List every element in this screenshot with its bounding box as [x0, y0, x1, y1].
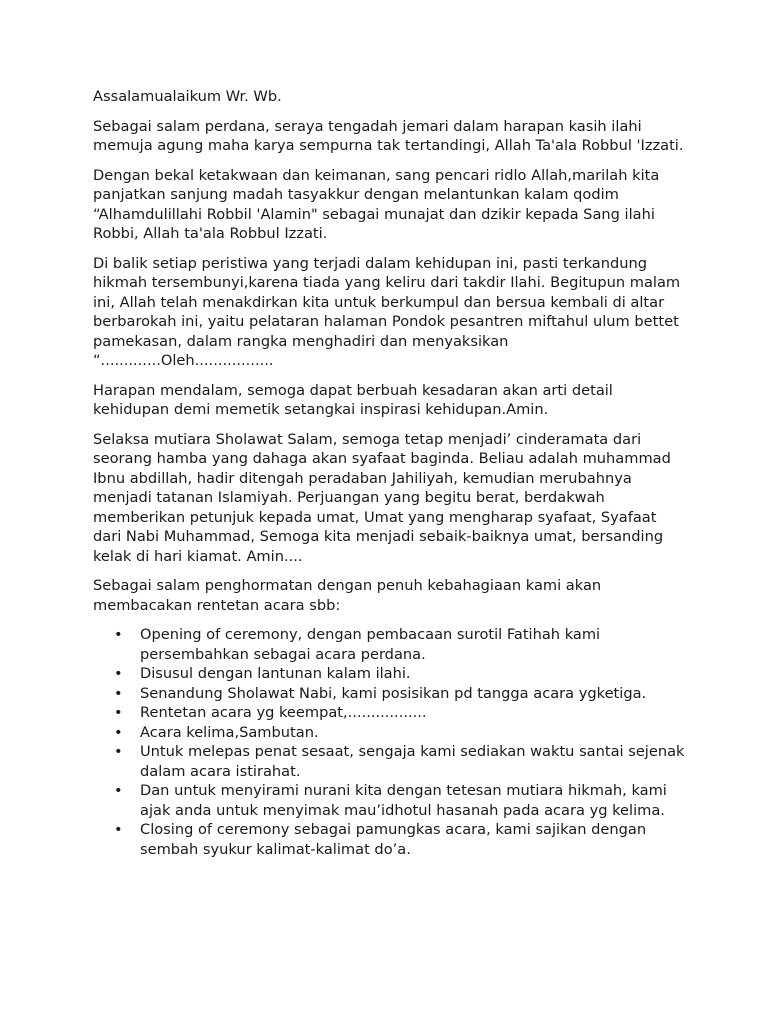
- list-item-text: Closing of ceremony sebagai pamungkas acara, kami sajikan dengan sembah syukur kalimat-kalimat do’a.: [140, 821, 647, 858]
- bullet-icon: •: [114, 723, 123, 741]
- list-item-text: Disusul dengan lantunan kalam ilahi.: [140, 665, 411, 682]
- bullet-icon: •: [114, 704, 123, 721]
- list-item-text: Opening of ceremony, dengan pembacaan surotil Fatihah kami persembahkan sebagai acara perdana.: [140, 626, 601, 663]
- list-item: [93, 742, 689, 781]
- bullet-icon: •: [114, 743, 123, 760]
- list-item-text: Acara kelima,Sambutan.: [140, 723, 319, 741]
- paragraph-sholawat: Selaksa mutiara Sholawat Salam, semoga tetap menjadi’ cinderamata dari seorang hamba yang dahaga akan syafaat baginda. Beliau adalah muhammad Ibnu abdillah, hadir ditengah peradaban Jahiliyah, kemudian merubahnya menjadi tatanan Islamiyah. Perjuangan yang begitu berat, berdakwah memberikan petunjuk kepada umat, Umat yang mengharap syafaat, Syafaat dari Nabi Muhammad, Semoga kita menjadi sebaik-baiknya umat, bersanding kelak di hari kiamat. Amin....: [93, 430, 671, 565]
- paragraph-gratitude: Dengan bekal ketakwaan dan keimanan, sang pencari ridlo Allah,marilah kita panjatkan sanjung madah tasyakkur dengan melantunkan kalam qodim “Alhamdulillahi Robbil 'Alamin" sebagai munajat dan dzikir kepada Sang ilahi Robbi, Allah ta'ala Robbul Izzati.: [93, 166, 660, 242]
- bullet-icon: •: [114, 665, 123, 682]
- list-item-text: Rentetan acara yg keempat,.................: [140, 704, 427, 721]
- list-item: [93, 625, 689, 664]
- paragraph-gathering: Di balik setiap peristiwa yang terjadi dalam kehidupan ini, pasti terkandung hikmah tersembunyi,karena tiada yang keliru dari takdir Ilahi. Begitupun malam ini, Allah telah menakdirkan kita untuk berkumpul dan bersua kembali di altar berbarokah ini, yaitu pelataran halaman Pondok pesantren miftahul ulum bettet pamekasan, dalam rangka menghadiri dan menyaksikan “.............Oleh.................: [93, 254, 681, 369]
- bullet-icon: •: [114, 684, 123, 702]
- paragraph-opening-salutation: Sebagai salam perdana, seraya tengadah jemari dalam harapan kasih ilahi memuja agung maha karya sempurna tak tertandingi, Allah Ta'ala Robbul 'Izzati.: [93, 117, 684, 154]
- list-item-text: Senandung Sholawat Nabi, kami posisikan pd tangga acara ygketiga.: [140, 684, 647, 702]
- agenda-list: [93, 625, 689, 859]
- bullet-icon: •: [114, 821, 123, 838]
- greeting-line: Assalamualaikum Wr. Wb.: [93, 88, 282, 105]
- list-item: [93, 703, 689, 723]
- document-page: [93, 87, 689, 859]
- bullet-icon: •: [114, 782, 123, 799]
- list-item: [93, 723, 689, 743]
- list-item-text: Dan untuk menyirami nurani kita dengan tetesan mutiara hikmah, kami ajak anda untuk menyimak mau’idhotul hasanah pada acara yg kelima.: [140, 782, 667, 819]
- paragraph-agenda-intro: Sebagai salam penghormatan dengan penuh kebahagiaan kami akan membacakan rentetan acara sbb:: [93, 577, 602, 614]
- list-item: [93, 664, 689, 684]
- list-item: [93, 684, 689, 704]
- list-item: [93, 781, 689, 820]
- list-item-text: Untuk melepas penat sesaat, sengaja kami sediakan waktu santai sejenak dalam acara istirahat.: [140, 743, 685, 780]
- bullet-icon: •: [114, 626, 123, 643]
- paragraph-hope: Harapan mendalam, semoga dapat berbuah kesadaran akan arti detail kehidupan demi memetik setangkai inspirasi kehidupan.Amin.: [93, 381, 613, 418]
- list-item: [93, 820, 689, 859]
